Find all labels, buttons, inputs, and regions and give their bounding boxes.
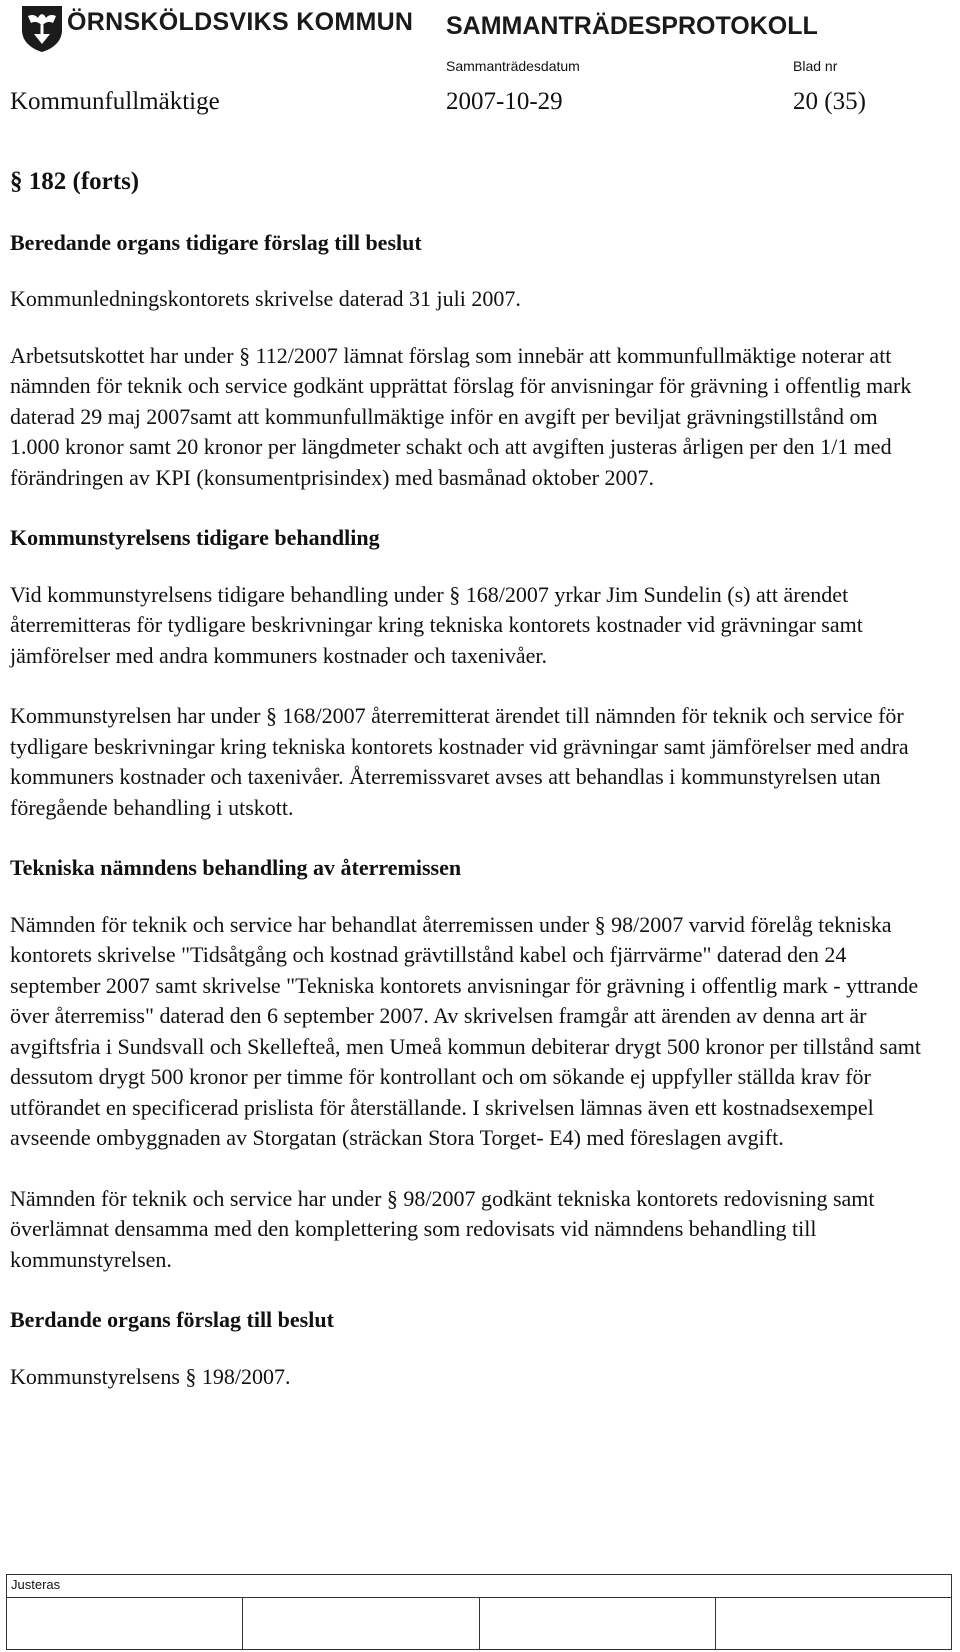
- committee-name: Kommunfullmäktige: [10, 88, 220, 115]
- heading-preparatory-proposal-final: Berdande organs förslag till beslut: [10, 1307, 334, 1332]
- section-title: § 182 (forts): [10, 168, 140, 195]
- protocol-body: [10, 167, 930, 1392]
- page-number-label: Blad nr: [793, 58, 838, 74]
- paragraph-technical-board-report: Nämnden för teknik och service har behandlat återremissen under § 98/2007 varvid förelåg tekniska kontorets skrivelse "Tidsåtgång och kostnad grävtillstånd kabel och fjärrvärme" daterad den 24 september 2007 samt skrivelse "Tekniska kontorets anvisningar för grävning i offentlig mark - yttrande över återremiss" daterad den 6 september 2007. Av skrivelsen framgår att ärenden av denna art är avgiftsfria i Sundsvall och Skellefteå, men Umeå kommun debiterar drygt 500 kronor per tillstånd samt dessutom drygt 500 kronor per timme för kontrollant och om sökande ej uppfyller ställda krav för utförandet en specificerad prislista för återställande. I skrivelsen lämnas även ett kostnadsexempel avseende ombyggnaden av Storgatan (sträckan Stora Torget- E4) med föreslagen avgift.: [10, 911, 921, 1150]
- document-type: SAMMANTRÄDESPROTOKOLL: [446, 12, 818, 40]
- page-number: 20 (35): [793, 88, 866, 115]
- signature-field: [7, 1598, 243, 1649]
- paragraph-board-reference: Kommunstyrelsens § 198/2007.: [10, 1363, 291, 1389]
- paragraph-office-letter: Kommunledningskontorets skrivelse daterad 31 juli 2007.: [10, 286, 521, 311]
- meeting-date: 2007-10-29: [446, 88, 563, 115]
- paragraph-referral-motion: Vid kommunstyrelsens tidigare behandling under § 168/2007 yrkar Jim Sundelin (s) att ärendet återremitteras för tydligare beskrivningar kring tekniska kontorets kostnader vid grävningar samt jämförelser med andra kommuners kostnader och taxenivåer.: [10, 581, 863, 668]
- signature-field: [243, 1598, 479, 1649]
- adjustment-signature-box: [6, 1574, 952, 1650]
- paragraph-working-committee-proposal: Arbetsutskottet har under § 112/2007 lämnat förslag som innebär att kommunfullmäktige noterar att nämnden för teknik och service godkänt upprättat förslag för anvisningar för grävning i offentlig mark daterad 29 maj 2007samt att kommunfullmäktige inför en avgift per beviljat grävningstillstånd om 1.000 kronor samt 20 kronor per längdmeter schakt och att avgiften justeras årligen per den 1/1 med förändringen av KPI (konsumentprisindex) med basmånad oktober 2007.: [10, 342, 912, 490]
- municipality-name: ÖRNSKÖLDSVIKS KOMMUN: [67, 8, 414, 36]
- municipality-coat-of-arms-logo: [20, 4, 64, 54]
- adjustment-label: Justeras: [11, 1577, 61, 1592]
- paragraph-technical-board-approval: Nämnden för teknik och service har under § 98/2007 godkänt tekniska kontorets redovisning samt överlämnat densamma med den komplettering som redovisats vid nämndens behandling till kommunstyrelsen.: [10, 1185, 875, 1272]
- heading-preparatory-proposal: Beredande organs tidigare förslag till beslut: [10, 229, 422, 255]
- paragraph-referral-decision: Kommunstyrelsen har under § 168/2007 återremitterat ärendet till nämnden för teknik och service för tydligare beskrivningar kring tekniska kontorets kostnader vid grävningar samt jämförelser med andra kommuners kostnader och taxenivåer. Återremissvaret avses att behandlas i kommunstyrelsen utan föregående behandling i utskott.: [10, 703, 909, 820]
- heading-executive-board-previous: Kommunstyrelsens tidigare behandling: [10, 525, 380, 550]
- signature-field: [480, 1598, 716, 1649]
- heading-technical-board-handling: Tekniska nämndens behandling av återremissen: [10, 855, 462, 880]
- signature-field: [716, 1598, 951, 1649]
- meeting-date-label: Sammanträdesdatum: [446, 58, 580, 74]
- signature-fields-row: [7, 1597, 951, 1649]
